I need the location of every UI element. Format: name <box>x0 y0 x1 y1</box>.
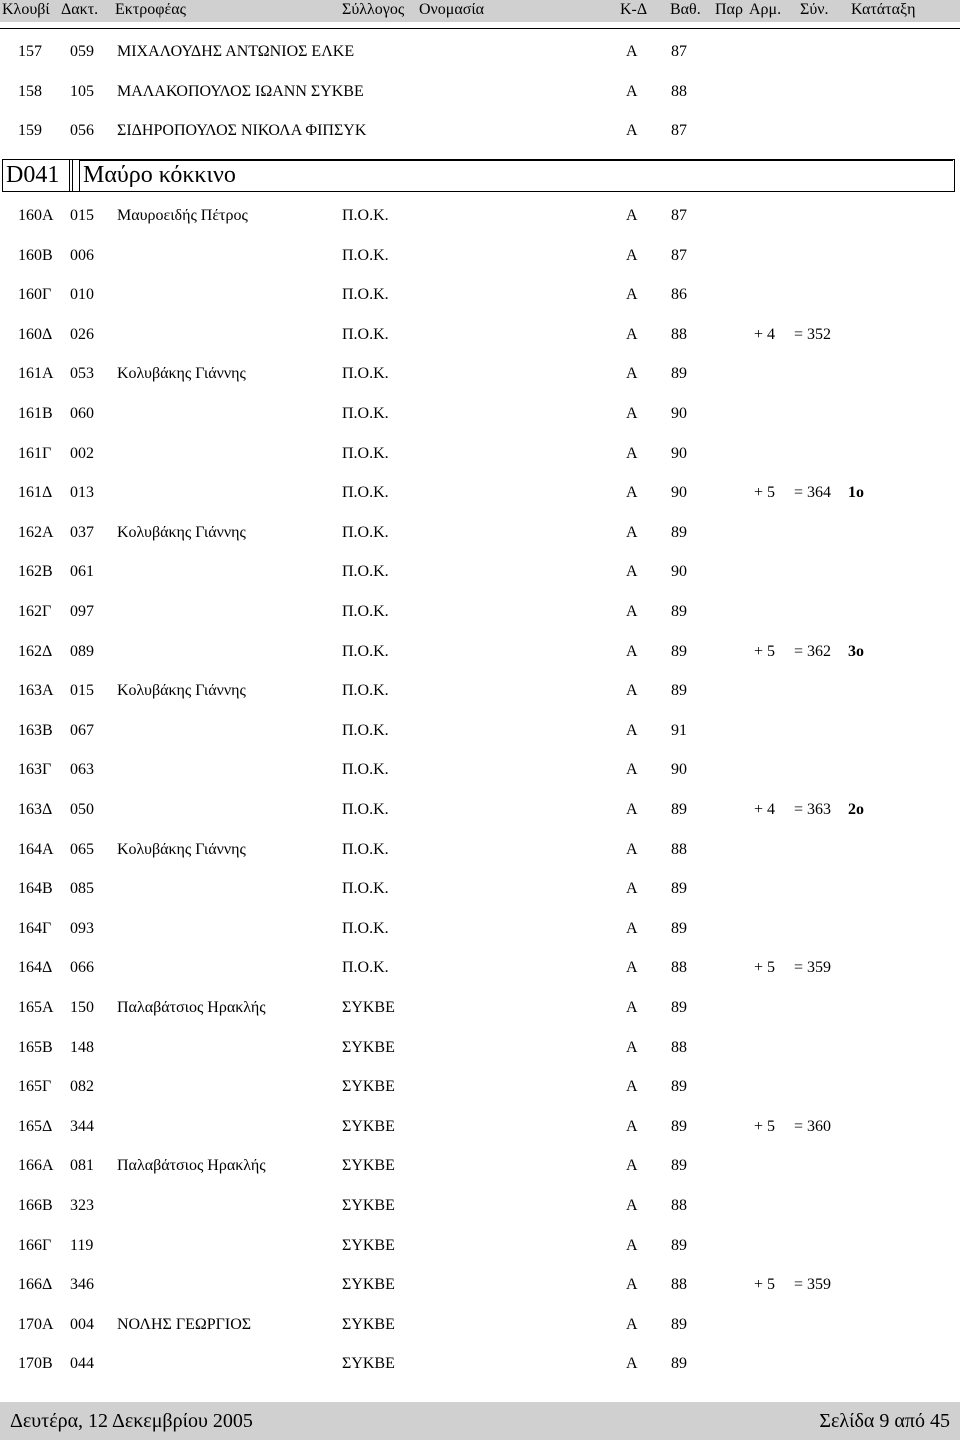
kd-cell: Α <box>626 1355 638 1373</box>
ring-cell: 148 <box>70 1038 94 1056</box>
breeder-cell: Κολυβάκης Γιάννης <box>117 365 246 383</box>
cage-cell: 163Β <box>18 721 53 739</box>
ring-cell: 089 <box>70 642 94 660</box>
table-row <box>0 641 960 665</box>
club-cell: Π.Ο.Κ. <box>342 840 389 858</box>
club-cell: ΣΥΚΒΕ <box>342 1355 395 1373</box>
club-cell: ΣΥΚΒΕ <box>342 1117 395 1135</box>
score-cell: 88 <box>671 840 687 858</box>
ring-cell: 060 <box>70 405 94 422</box>
ring-cell: 015 <box>70 207 94 224</box>
cage-cell: 170Β <box>18 1355 53 1373</box>
club-cell: Π.Ο.Κ. <box>342 880 389 898</box>
kd-cell: Α <box>626 603 638 620</box>
table-row <box>0 1037 960 1061</box>
ring-cell: 026 <box>70 325 94 343</box>
col-katataxi: Κατάταξη <box>851 1 916 18</box>
ring-cell: 346 <box>70 1276 94 1294</box>
total-cell: = 359 <box>794 1276 832 1294</box>
table-row <box>0 601 960 625</box>
score-cell: 88 <box>671 82 687 100</box>
table-row <box>0 561 960 585</box>
table-row <box>0 245 960 269</box>
rank-cell: 1ο <box>848 484 864 502</box>
kd-cell: Α <box>626 484 638 502</box>
breeder-cell: ΝΟΛΗΣ ΓΕΩΡΓΙΟΣ <box>117 1315 252 1333</box>
club-cell: ΣΥΚΒΕ <box>342 1038 395 1056</box>
table-row <box>0 41 960 65</box>
kd-cell: Α <box>626 444 638 462</box>
club-cell: Π.Ο.Κ. <box>342 484 389 502</box>
ring-cell: 066 <box>70 959 94 977</box>
breeder-cell: Μαυροειδής Πέτρος <box>117 207 248 224</box>
cage-cell: 162Δ <box>18 642 53 660</box>
cage-cell: 163Α <box>18 682 54 700</box>
header-divider <box>0 28 960 29</box>
cage-cell: 166Δ <box>18 1276 53 1294</box>
score-cell: 87 <box>671 246 687 264</box>
ring-cell: 044 <box>70 1355 94 1373</box>
kd-cell: Α <box>626 919 638 937</box>
col-par: Παρ <box>715 1 743 18</box>
table-row <box>0 680 960 704</box>
score-cell: 86 <box>671 286 687 304</box>
ring-cell: 053 <box>70 365 94 383</box>
score-cell: 88 <box>671 325 687 343</box>
score-cell: 87 <box>671 207 687 224</box>
ring-cell: 013 <box>70 484 94 502</box>
kd-cell: Α <box>626 999 638 1016</box>
cage-cell: 164Δ <box>18 959 53 977</box>
score-cell: 87 <box>671 122 687 140</box>
table-row <box>0 1314 960 1338</box>
table-row <box>0 482 960 506</box>
score-cell: 89 <box>671 603 687 620</box>
table-row <box>0 120 960 144</box>
breeder-cell: Παλαβάτσιος Ηρακλής <box>117 999 266 1016</box>
harmony-cell: + 4 <box>754 325 776 343</box>
score-cell: 89 <box>671 1355 687 1373</box>
ring-cell: 015 <box>70 682 94 700</box>
ring-cell: 061 <box>70 563 94 581</box>
group-code-cell <box>3 160 73 191</box>
ring-cell: 067 <box>70 721 94 739</box>
cage-cell: 164Γ <box>18 919 52 937</box>
ring-cell: 150 <box>70 999 94 1016</box>
kd-cell: Α <box>626 207 638 224</box>
kd-cell: Α <box>626 1276 638 1294</box>
score-cell: 90 <box>671 405 687 422</box>
col-syllogos: Σύλλογος <box>342 1 405 18</box>
cage-cell: 162Γ <box>18 603 52 620</box>
ring-cell: 010 <box>70 286 94 304</box>
cage-cell: 159 <box>18 122 42 140</box>
col-klouvi: Κλουβί <box>2 1 50 18</box>
ring-cell: 119 <box>70 1236 94 1254</box>
cage-cell: 162Β <box>18 563 53 581</box>
score-cell: 89 <box>671 919 687 937</box>
cage-cell: 166Β <box>18 1197 53 1214</box>
kd-cell: Α <box>626 365 638 383</box>
ring-cell: 002 <box>70 444 94 462</box>
table-row <box>0 1353 960 1377</box>
kd-cell: Α <box>626 43 638 60</box>
ring-cell: 050 <box>70 801 94 818</box>
breeder-cell: ΣΙΔΗΡΟΠΟΥΛΟΣ ΝΙΚΟΛΑ ΦΙΠΣΥΚ <box>117 122 367 140</box>
total-cell: = 352 <box>794 325 832 343</box>
score-cell: 89 <box>671 523 687 541</box>
club-cell: ΣΥΚΒΕ <box>342 999 395 1016</box>
kd-cell: Α <box>626 82 638 100</box>
kd-cell: Α <box>626 286 638 304</box>
score-cell: 88 <box>671 1197 687 1214</box>
club-cell: Π.Ο.Κ. <box>342 246 389 264</box>
harmony-cell: + 5 <box>754 642 776 660</box>
ring-cell: 056 <box>70 122 94 140</box>
kd-cell: Α <box>626 122 638 140</box>
club-cell: Π.Ο.Κ. <box>342 365 389 383</box>
total-cell: = 362 <box>794 642 832 660</box>
club-cell: Π.Ο.Κ. <box>342 286 389 304</box>
score-cell: 89 <box>671 365 687 383</box>
cage-cell: 161Β <box>18 405 53 422</box>
score-cell: 90 <box>671 484 687 502</box>
col-dakt: Δακτ. <box>61 1 99 18</box>
cage-cell: 158 <box>18 82 42 100</box>
table-row <box>0 81 960 105</box>
cage-cell: 165Β <box>18 1038 53 1056</box>
ring-cell: 063 <box>70 761 94 779</box>
table-row <box>0 799 960 823</box>
table-row <box>0 324 960 348</box>
breeder-cell: Κολυβάκης Γιάννης <box>117 682 246 700</box>
kd-cell: Α <box>626 405 638 422</box>
kd-cell: Α <box>626 801 638 818</box>
cage-cell: 165Γ <box>18 1078 52 1096</box>
table-row <box>0 957 960 981</box>
score-cell: 90 <box>671 444 687 462</box>
kd-cell: Α <box>626 761 638 779</box>
club-cell: ΣΥΚΒΕ <box>342 1276 395 1294</box>
ring-cell: 059 <box>70 43 94 60</box>
footer-date: Δευτέρα, 12 Δεκεμβρίου 2005 <box>10 1410 253 1432</box>
table-row <box>0 1076 960 1100</box>
score-cell: 87 <box>671 43 687 60</box>
column-header-bar <box>0 0 960 22</box>
ring-cell: 097 <box>70 603 94 620</box>
cage-cell: 160Δ <box>18 325 53 343</box>
club-cell: Π.Ο.Κ. <box>342 207 389 224</box>
kd-cell: Α <box>626 1117 638 1135</box>
ring-cell: 081 <box>70 1157 94 1175</box>
score-cell: 90 <box>671 761 687 779</box>
ring-cell: 344 <box>70 1117 94 1135</box>
kd-cell: Α <box>626 246 638 264</box>
cage-cell: 162Α <box>18 523 54 541</box>
club-cell: ΣΥΚΒΕ <box>342 1197 395 1214</box>
rank-cell: 3ο <box>848 642 864 660</box>
harmony-cell: + 4 <box>754 801 776 818</box>
ring-cell: 323 <box>70 1197 94 1214</box>
score-cell: 91 <box>671 721 687 739</box>
cage-cell: 165Α <box>18 999 54 1016</box>
table-row <box>0 759 960 783</box>
kd-cell: Α <box>626 682 638 700</box>
harmony-cell: + 5 <box>754 1117 776 1135</box>
table-row <box>0 720 960 744</box>
score-cell: 89 <box>671 682 687 700</box>
col-arm: Αρμ. <box>749 1 782 18</box>
breeder-cell: ΜΑΛΑΚΟΠΟΥΛΟΣ ΙΩΑΝΝ ΣΥΚΒΕ <box>117 82 364 100</box>
kd-cell: Α <box>626 880 638 898</box>
score-cell: 90 <box>671 563 687 581</box>
club-cell: Π.Ο.Κ. <box>342 959 389 977</box>
club-cell: Π.Ο.Κ. <box>342 682 389 700</box>
ring-cell: 093 <box>70 919 94 937</box>
group-name-cell <box>79 160 953 191</box>
cage-cell: 157 <box>18 43 42 60</box>
cage-cell: 160Β <box>18 246 53 264</box>
col-onomasia: Ονομασία <box>419 1 485 18</box>
club-cell: Π.Ο.Κ. <box>342 603 389 620</box>
table-row <box>0 1235 960 1259</box>
col-vath: Βαθ. <box>670 1 701 18</box>
cage-cell: 160Γ <box>18 286 52 304</box>
group-code: D041 <box>6 162 60 188</box>
harmony-cell: + 5 <box>754 1276 776 1294</box>
cage-cell: 166Γ <box>18 1236 52 1254</box>
total-cell: = 364 <box>794 484 832 502</box>
club-cell: ΣΥΚΒΕ <box>342 1157 395 1175</box>
ring-cell: 004 <box>70 1315 94 1333</box>
table-row <box>0 997 960 1021</box>
club-cell: Π.Ο.Κ. <box>342 919 389 937</box>
table-row <box>0 839 960 863</box>
club-cell: Π.Ο.Κ. <box>342 563 389 581</box>
score-cell: 89 <box>671 999 687 1016</box>
table-row <box>0 1116 960 1140</box>
cage-cell: 170Α <box>18 1315 54 1333</box>
col-syn: Σύν. <box>800 1 829 18</box>
group-heading <box>2 159 955 192</box>
kd-cell: Α <box>626 721 638 739</box>
cage-cell: 161Γ <box>18 444 52 462</box>
score-cell: 89 <box>671 1078 687 1096</box>
cage-cell: 160Α <box>18 207 54 224</box>
breeder-cell: Κολυβάκης Γιάννης <box>117 840 246 858</box>
table-row <box>0 1274 960 1298</box>
table-row <box>0 918 960 942</box>
kd-cell: Α <box>626 642 638 660</box>
club-cell: Π.Ο.Κ. <box>342 721 389 739</box>
club-cell: Π.Ο.Κ. <box>342 325 389 343</box>
score-cell: 88 <box>671 1276 687 1294</box>
club-cell: ΣΥΚΒΕ <box>342 1315 395 1333</box>
kd-cell: Α <box>626 840 638 858</box>
score-cell: 88 <box>671 1038 687 1056</box>
score-cell: 89 <box>671 642 687 660</box>
footer-page-number: Σελίδα 9 από 45 <box>819 1410 950 1432</box>
cage-cell: 163Δ <box>18 801 53 818</box>
ring-cell: 006 <box>70 246 94 264</box>
kd-cell: Α <box>626 1157 638 1175</box>
club-cell: Π.Ο.Κ. <box>342 523 389 541</box>
breeder-cell: Κολυβάκης Γιάννης <box>117 523 246 541</box>
rank-cell: 2ο <box>848 801 864 818</box>
kd-cell: Α <box>626 523 638 541</box>
cage-cell: 164Β <box>18 880 53 898</box>
club-cell: Π.Ο.Κ. <box>342 444 389 462</box>
page-footer <box>0 1402 960 1440</box>
table-row <box>0 522 960 546</box>
kd-cell: Α <box>626 1078 638 1096</box>
table-row <box>0 1195 960 1219</box>
club-cell: Π.Ο.Κ. <box>342 405 389 422</box>
kd-cell: Α <box>626 1038 638 1056</box>
cage-cell: 166Α <box>18 1157 54 1175</box>
score-cell: 89 <box>671 1236 687 1254</box>
kd-cell: Α <box>626 563 638 581</box>
total-cell: = 359 <box>794 959 832 977</box>
col-kd: Κ-Δ <box>620 1 648 18</box>
kd-cell: Α <box>626 1197 638 1214</box>
club-cell: Π.Ο.Κ. <box>342 642 389 660</box>
club-cell: ΣΥΚΒΕ <box>342 1236 395 1254</box>
group-name: Μαύρο κόκκινο <box>83 162 236 188</box>
club-cell: Π.Ο.Κ. <box>342 761 389 779</box>
club-cell: Π.Ο.Κ. <box>342 801 389 818</box>
score-cell: 89 <box>671 1157 687 1175</box>
table-row <box>0 284 960 308</box>
breeder-cell: Παλαβάτσιος Ηρακλής <box>117 1157 266 1175</box>
score-cell: 89 <box>671 1117 687 1135</box>
cage-cell: 165Δ <box>18 1117 53 1135</box>
table-row <box>0 878 960 902</box>
ring-cell: 065 <box>70 840 94 858</box>
kd-cell: Α <box>626 1315 638 1333</box>
cage-cell: 164Α <box>18 840 54 858</box>
table-row <box>0 363 960 387</box>
kd-cell: Α <box>626 1236 638 1254</box>
cage-cell: 163Γ <box>18 761 52 779</box>
table-row <box>0 403 960 427</box>
kd-cell: Α <box>626 959 638 977</box>
ring-cell: 082 <box>70 1078 94 1096</box>
score-cell: 89 <box>671 801 687 818</box>
cage-cell: 161Α <box>18 365 54 383</box>
score-cell: 88 <box>671 959 687 977</box>
kd-cell: Α <box>626 325 638 343</box>
table-row <box>0 1155 960 1179</box>
table-row <box>0 205 960 229</box>
table-row <box>0 443 960 467</box>
club-cell: ΣΥΚΒΕ <box>342 1078 395 1096</box>
ring-cell: 085 <box>70 880 94 898</box>
score-cell: 89 <box>671 880 687 898</box>
score-cell: 89 <box>671 1315 687 1333</box>
harmony-cell: + 5 <box>754 959 776 977</box>
cage-cell: 161Δ <box>18 484 53 502</box>
total-cell: = 363 <box>794 801 832 818</box>
total-cell: = 360 <box>794 1117 832 1135</box>
harmony-cell: + 5 <box>754 484 776 502</box>
col-ektrofeas: Εκτροφέας <box>115 1 186 18</box>
ring-cell: 037 <box>70 523 94 541</box>
ring-cell: 105 <box>70 82 94 100</box>
breeder-cell: ΜΙΧΑΛΟΥΔΗΣ ΑΝΤΩΝΙΟΣ ΕΛΚΕ <box>117 43 355 60</box>
